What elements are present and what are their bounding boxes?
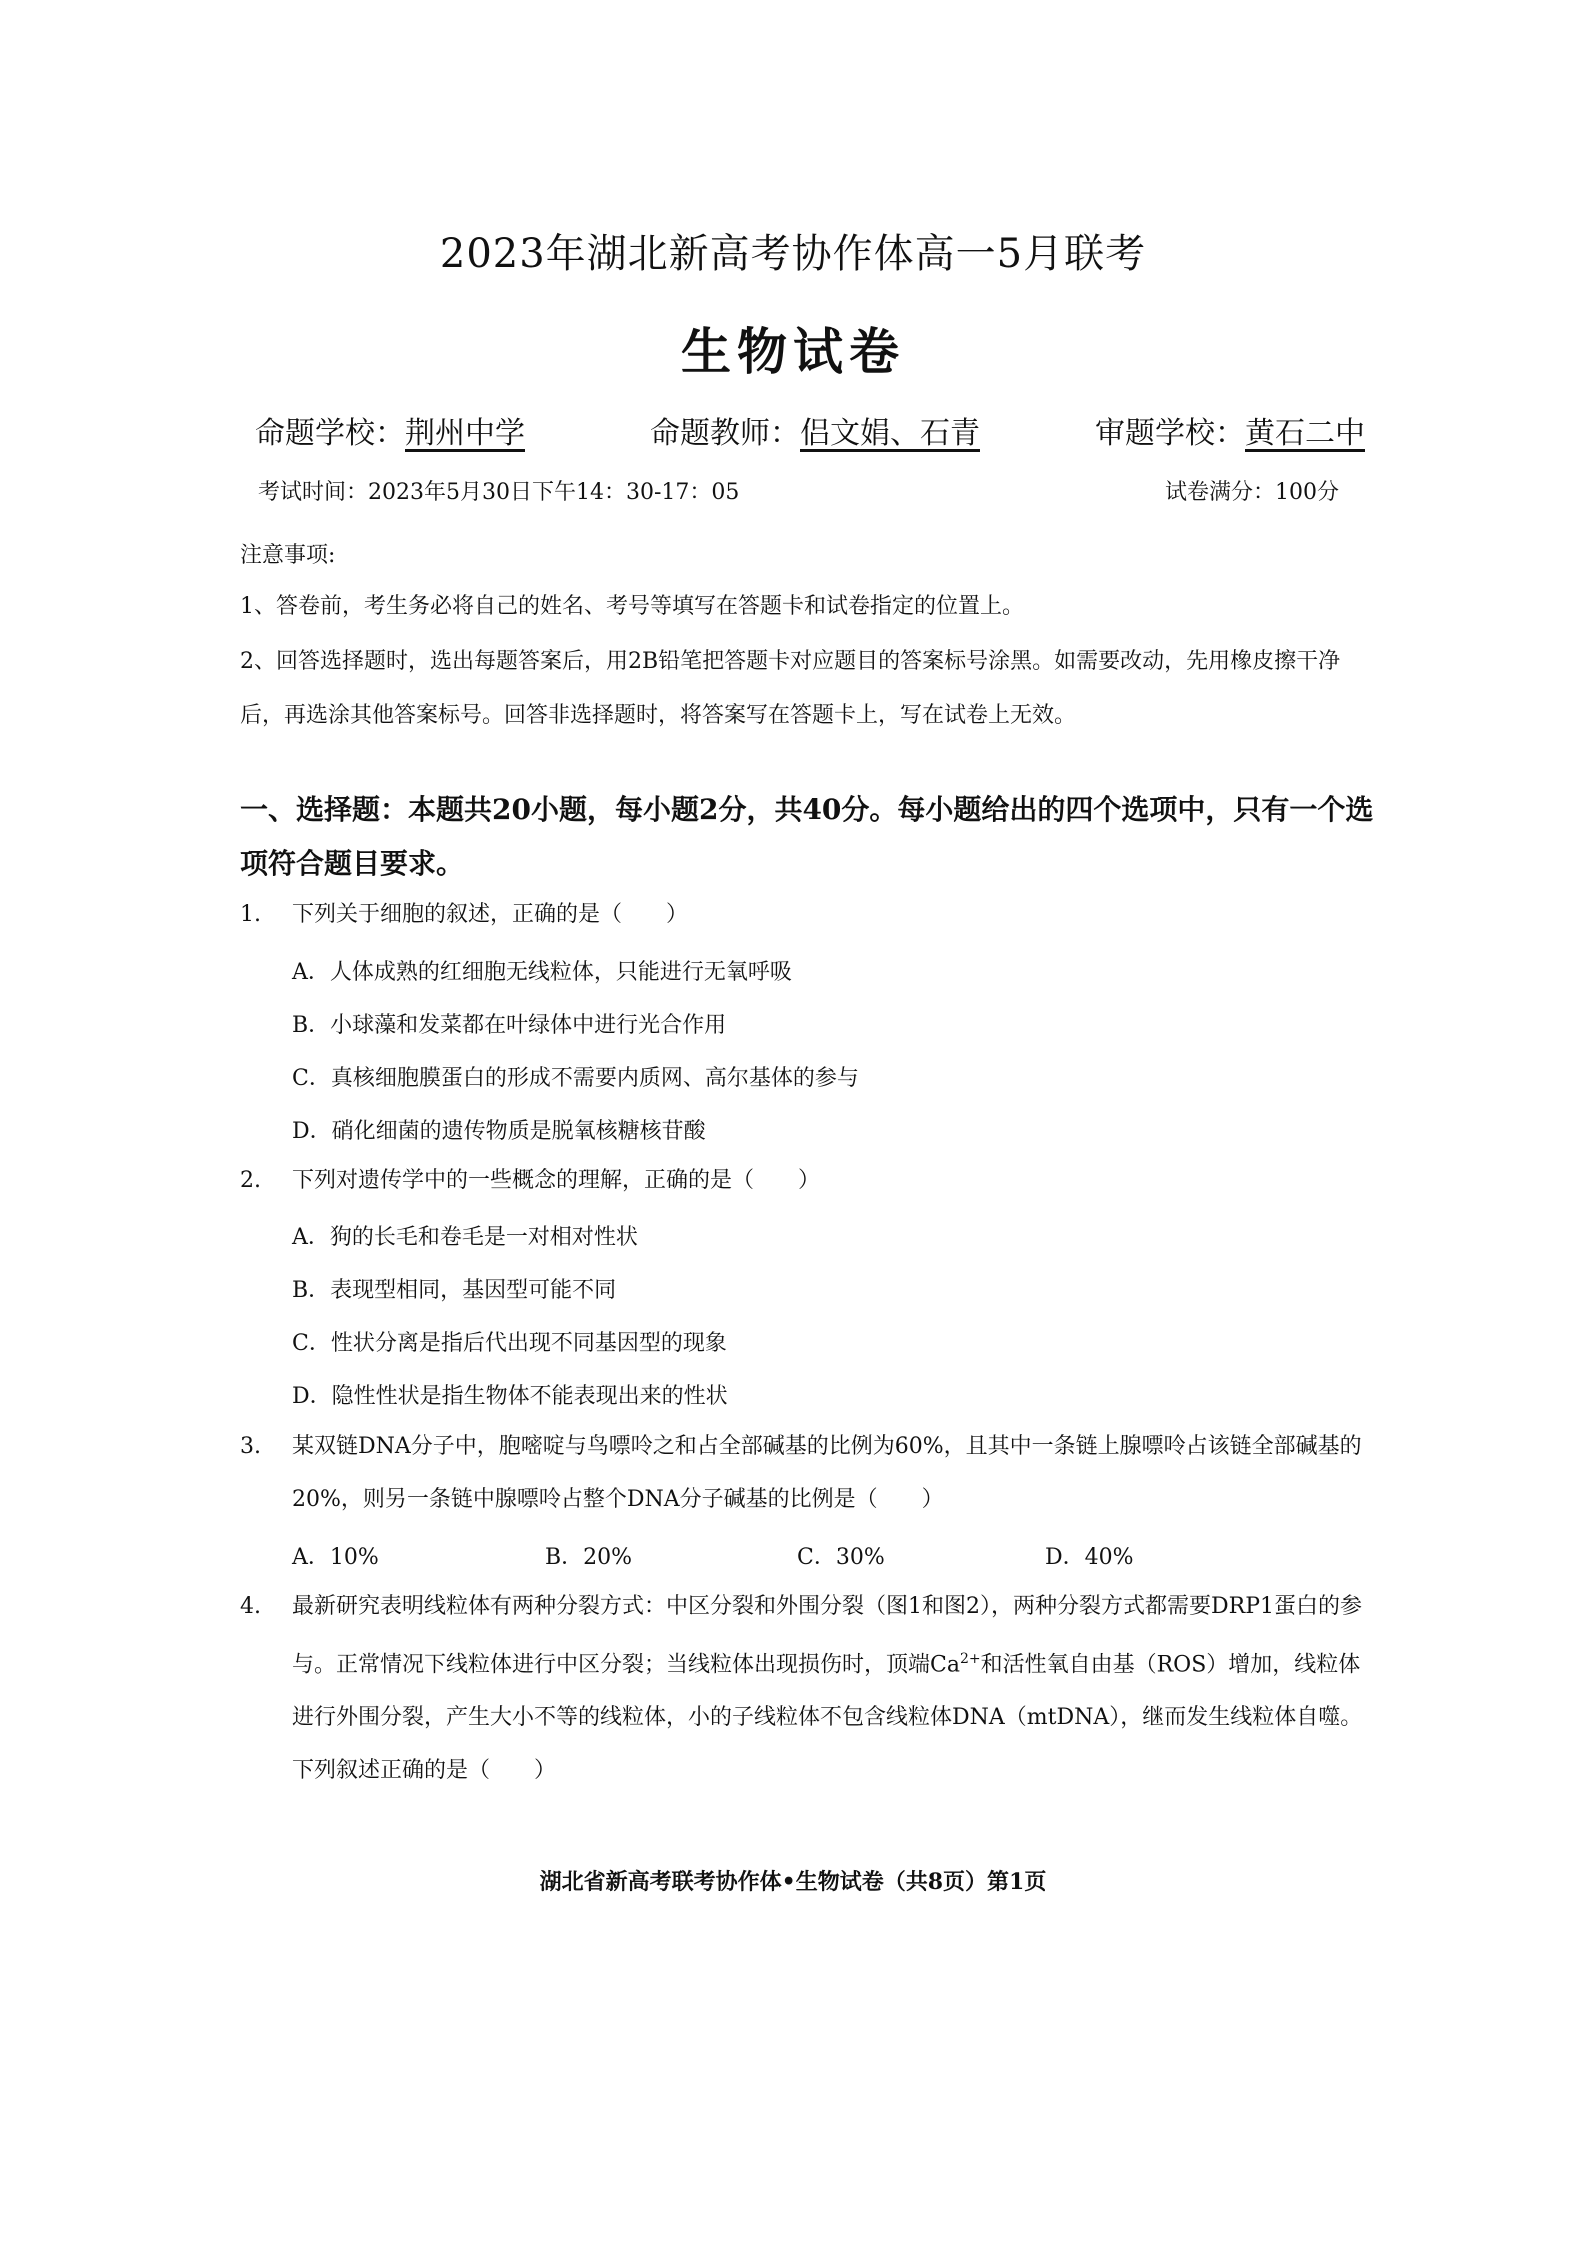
notice-title: 注意事项: [240,543,336,568]
question-stem: 下列关于细胞的叙述，正确的是（ ） [292,902,689,927]
exam-subject-title: 生物试卷 [681,322,905,381]
q1-option-d: D．硝化细菌的遗传物质是脱氧核糖核苷酸 [292,1119,706,1144]
q2-option-d: D．隐性性状是指生物体不能表现出来的性状 [292,1384,728,1409]
q2-option-a: A．狗的长毛和卷毛是一对相对性状 [292,1225,638,1250]
question-1 [240,888,1380,941]
question-4 [240,1580,1380,1797]
meta-review-value: 黄石二中 [1245,416,1365,451]
meta-review-label: 审题学校： [1095,416,1245,451]
q1-option-b: B．小球藻和发菜都在叶绿体中进行光合作用 [292,1013,727,1038]
q3-option-c: C．30% [797,1545,885,1570]
question-3 [240,1420,1380,1526]
q2-option-b: B．表现型相同，基因型可能不同 [292,1278,617,1303]
question-stem [292,1580,1380,1797]
meta-school-value: 荆州中学 [405,416,525,451]
notice-item-2: 2、回答选择题时，选出每题答案后，用2B铅笔把答题卡对应题目的答案标号涂黑。如需要改动，先用橡皮擦干净后，再选涂其他答案标号。回答非选择题时，将答案写在答题卡上，写在试卷上无效。 [240,649,1341,728]
question-stem: 某双链DNA分子中，胞嘧啶与鸟嘌呤之和占全部碱基的比例为60%，且其中一条链上腺嘌呤占该链全部碱基的20%，则另一条链中腺嘌呤占整个DNA分子碱基的比例是（ ） [292,1434,1362,1512]
meta-school [255,408,525,452]
exam-full-score: 试卷满分：100分 [1165,480,1339,505]
page-footer: 湖北省新高考联考协作体•生物试卷（共8页）第1页 [539,1869,1047,1895]
question-stem-part-1: 最新研究表明线粒体有两种分裂方式：中区分裂和外围分裂（图1和图2），两种分裂方式都需要DRP1蛋白的参与。正常情况下线粒体进行中区分裂；当线粒体出现损伤时，顶端Ca [292,1594,1363,1678]
exam-title: 2023年湖北新高考协作体高一5月联考 [439,231,1147,277]
question-stem-part-2: 和活性氧自由基（ROS）增加，线粒体进行外围分裂，产生大小不等的线粒体，小的子线粒体不包含线粒体DNA（mtDNA），继而发生线粒体自噬。下列叙述正确的是（ ） [292,1652,1363,1784]
notice-item-1: 1、答卷前，考生务必将自己的姓名、考号等填写在答题卡和试卷指定的位置上。 [240,594,1024,619]
meta-review [1095,408,1365,452]
q3-option-d: D．40% [1045,1545,1134,1570]
q3-option-b: B．20% [545,1545,633,1570]
meta-school-label: 命题学校： [255,416,405,451]
question-number: 4. [240,1594,261,1619]
meta-teacher-label: 命题教师： [650,416,800,451]
question-number: 3. [240,1434,261,1459]
q1-option-c: C．真核细胞膜蛋白的形成不需要内质网、高尔基体的参与 [292,1066,859,1091]
q1-option-a: A．人体成熟的红细胞无线粒体，只能进行无氧呼吸 [292,960,792,985]
question-number: 1. [240,902,261,927]
exam-time: 考试时间：2023年5月30日下午14：30-17：05 [258,480,740,505]
meta-teacher-value: 侣文娟、石青 [800,416,980,451]
q2-option-c: C．性状分离是指后代出现不同基因型的现象 [292,1331,727,1356]
question-stem: 下列对遗传学中的一些概念的理解，正确的是（ ） [292,1168,821,1193]
question-2 [240,1154,1380,1207]
section-heading-choice: 一、选择题：本题共20小题，每小题2分，共40分。每小题给出的四个选项中，只有一个选项符合题目要求。 [240,793,1374,880]
question-number: 2. [240,1168,261,1193]
meta-teacher [650,408,980,452]
superscript-charge: 2+ [959,1651,981,1667]
q3-option-a: A．10% [292,1545,379,1570]
